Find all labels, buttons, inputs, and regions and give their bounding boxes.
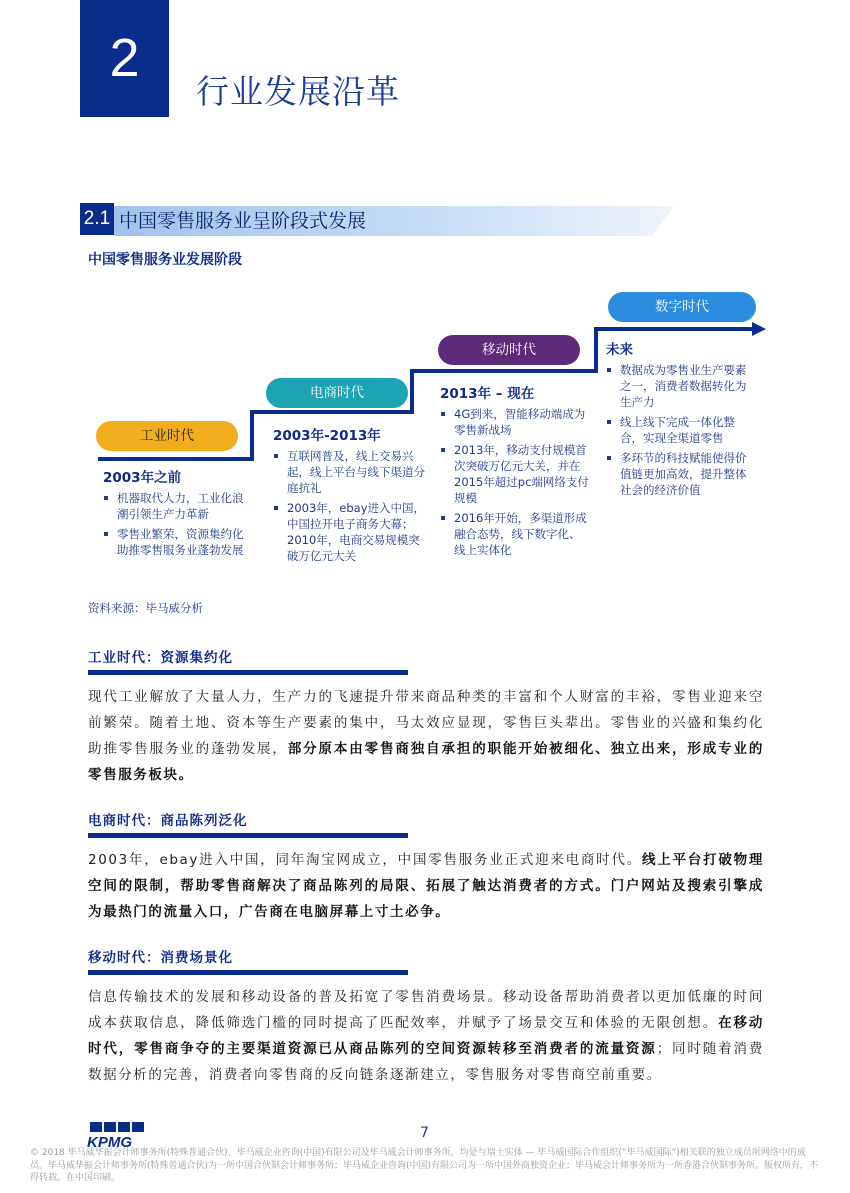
stage-digital [606,338,756,502]
heading-rule [88,670,408,675]
stage-period: 2003年-2013年 [273,428,381,444]
stage-period: 2003年之前 [103,470,182,486]
block-heading-ecommerce: 电商时代：商品陈列泛化 [88,813,248,829]
paragraph-bold: 线上平台打破物理空间的限制，帮助零售商解决了商品陈列的局限、拓展了触达消费者的方式。门户网站及搜索引擎成为最热门的流量入口，广告商在电脑屏幕上寸土必争。 [88,852,764,920]
paragraph-tail: ；同时随着消费数据分析的完善，消费者向零售商的反向链条逐渐建立，零售服务对零售商空前重要。 [88,1041,765,1083]
staircase-arrowhead [752,322,766,336]
section-number: 2.1 [80,203,114,235]
page-number: 7 [420,1125,429,1141]
stage-bullet: 2003年，ebay进入中国，中国拉开电子商务大幕；2010年，电商交易规模突破万亿元大关 [273,500,425,564]
paragraph-bold: 在移动时代，零售商争夺的主要渠道资源已从商品陈列的空间资源转移至消费者的流量资源 [88,1015,764,1057]
paragraph-ecommerce [88,847,764,925]
stage-ecommerce [273,424,425,568]
era-pill-digital: 数字时代 [608,292,756,322]
stage-bullet: 机器取代人力，工业化浪潮引领生产力革新 [103,490,248,522]
era-pill-industrial: 工业时代 [96,421,238,451]
stage-bullet: 2013年，移动支付规模首次突破万亿元大关，并在2015年超过pc端网络支付规模 [440,442,590,506]
era-pill-ecommerce: 电商时代 [266,378,408,408]
stage-bullet: 零售业繁荣，资源集约化助推零售服务业蓬勃发展 [103,526,248,558]
stage-period: 未来 [606,342,633,358]
kpmg-logo [86,1122,148,1148]
paragraph-bold: 部分原本由零售商独自承担的职能开始被细化、独立出来，形成专业的零售服务板块。 [88,741,764,783]
stage-mobile [440,382,590,562]
block-heading-industrial: 工业时代：资源集约化 [88,650,233,666]
chapter-title: 行业发展沿革 [196,72,400,111]
paragraph-text: 信息传输技术的发展和移动设备的普及拓宽了零售消费场景。移动设备帮助消费者以更加低廉的时间成本获取信息，降低筛选门槛的同时提高了匹配效率，并赋予了场景交互和体验的无限创想。 [88,989,764,1031]
stage-bullet: 多环节的科技赋能使得价值链更加高效，提升整体社会的经济价值 [606,450,756,498]
paragraph-mobile [88,984,764,1088]
era-pill-mobile: 移动时代 [438,335,580,365]
diagram-subheading: 中国零售服务业发展阶段 [88,252,242,268]
source-note: 资料来源：毕马威分析 [88,601,203,615]
stage-bullet: 2016年开始，多渠道形成融合态势，线下数字化、线上实体化 [440,510,590,558]
section-title: 中国零售服务业呈阶段式发展 [119,210,367,232]
stage-bullet: 数据成为零售业生产要素之一，消费者数据转化为生产力 [606,362,756,410]
heading-rule [88,833,408,838]
stage-bullet: 互联网普及，线上交易兴起，线上平台与线下渠道分庭抗礼 [273,448,425,496]
chapter-number: 2 [80,0,169,117]
heading-rule [88,970,408,975]
block-heading-mobile: 移动时代：消费场景化 [88,950,233,966]
stage-bullet: 线上线下完成一体化整合，实现全渠道零售 [606,414,756,446]
stage-bullet: 4G到来，智能移动端成为零售新战场 [440,406,590,438]
paragraph-industrial [88,684,764,788]
paragraph-text: 现代工业解放了大量人力，生产力的飞速提升带来商品种类的丰富和个人财富的丰裕，零售业迎来空前繁荣。随着土地、资本等生产要素的集中，马太效应显现，零售巨头辈出。零售业的兴盛和集约化助推零售服务业的蓬勃发展， [88,689,764,757]
paragraph-text: 2003年，ebay进入中国，同年淘宝网成立，中国零售服务业正式迎来电商时代。 [88,852,642,868]
logo-text: KPMG [87,1134,132,1148]
footer-legal-text: © 2018 毕马威华振会计师事务所(特殊普通合伙)、毕马威企业咨询(中国)有限公司及毕马威会计师事务所，均是与瑞士实体 — 毕马威国际合作组织(“毕马威国际”)相关联的独立成员所网络中的成员。毕马威华振会计师事务所(特殊普通合伙)为一所中国合伙制会计师事务所；毕马威企业咨询(中国)有限公司为一所中国外商独资企业；毕马威会计师事务所为一所香港合伙制事务所。版权所有，不得转载。在中国印刷。 [30,1148,819,1183]
stage-period: 2013年 – 现在 [440,386,535,402]
stage-industrial [103,466,248,562]
